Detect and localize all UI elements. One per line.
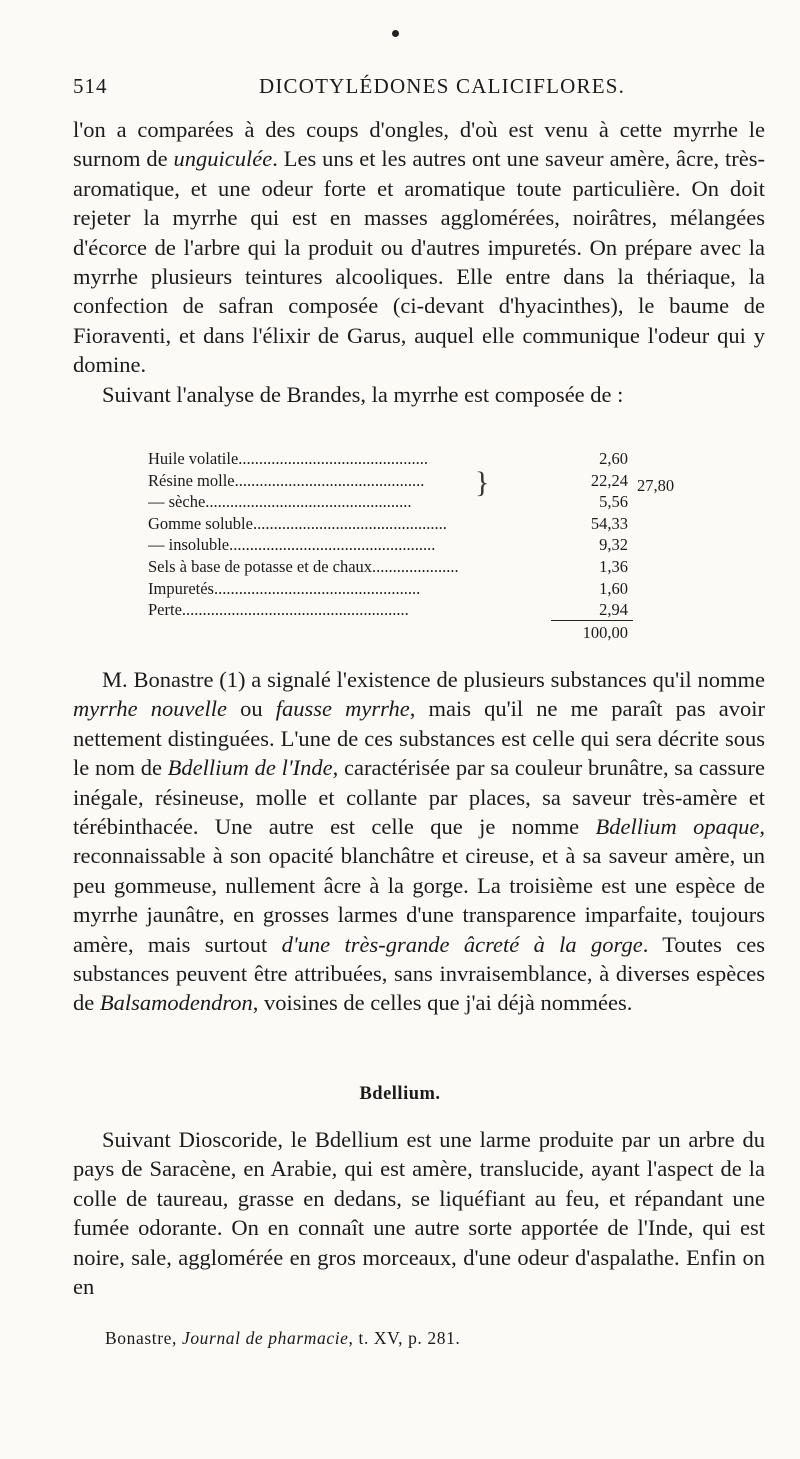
text-run: . Les uns et les autres ont une saveur amère, âcre, très-aromatique, et une odeur forte et aromatique toute particulière. On doit rejeter la myrrhe qui est en masses agglomérées, noirâtres, mélangées d'écorce de l'arbre qui la produit ou d'autres impuretés. On prépare avec la myrrhe plusieurs teintures alcooliques. Elle entre dans la thériaque, la confection de safran composée (ci-devant d'hyacinthes), le baume de Fioraventi, et dans l'élixir de Garus, auquel elle communique l'odeur qui y domine. bbox=[73, 146, 765, 378]
component-label: Perte....................................................... bbox=[148, 600, 409, 620]
text-run: ou bbox=[226, 696, 276, 722]
footnote bbox=[105, 1328, 460, 1349]
component-value: 2,60 bbox=[599, 449, 628, 468]
composition-row bbox=[148, 448, 708, 470]
text-run: . Toutes ces substances peuvent être attribuées, sans invraisemblance, à diverses espèces de bbox=[73, 931, 765, 1016]
component-label: Impuretés.................................................. bbox=[148, 578, 421, 598]
composition-total: 100,00 bbox=[582, 623, 628, 642]
italic-term: Bdellium opaque bbox=[595, 814, 760, 840]
text-run: , mais qu'il ne me paraît pas avoir nettement distinguées. L'une de ces substances est celle qui sera décrite sous le nom de bbox=[73, 696, 766, 781]
component-value: 1,60 bbox=[599, 578, 628, 598]
resin-subtotal: 27,80 bbox=[637, 476, 675, 495]
component-value: 9,32 bbox=[599, 535, 628, 555]
paragraph-myrrhe-description bbox=[73, 115, 765, 380]
page-number: 514 bbox=[73, 74, 108, 98]
component-label: — insoluble.................................................. bbox=[148, 535, 436, 555]
component-label: Huile volatile.............................................. bbox=[148, 449, 429, 468]
text-run: , t. XV, p. 281. bbox=[348, 1328, 461, 1348]
component-label: Résine molle.............................................. bbox=[148, 470, 425, 490]
component-label: Gomme soluble............................................... bbox=[148, 513, 447, 533]
paragraph-brandes-intro: Suivant l'analyse de Brandes, la myrrhe est composée de : bbox=[102, 381, 624, 407]
italic-term: fausse myrrhe bbox=[275, 696, 410, 722]
paragraph-dioscoride: Suivant Dioscoride, le Bdellium est une larme produite par un arbre du pays de Saracène, en Arabie, qui est amère, translucide, ayant l'aspect de la colle de taureau, grasse en dedans, se liquéfiant au feu, et répandant une fumée odorante. On en connaît une autre sorte apportée de l'Inde, qui est noire, sale, agglomérée en gros morceaux, d'une odeur d'aspalathe. Enfin on en bbox=[73, 1127, 765, 1300]
text-run: , reconnaissable à son opacité blanchâtre et cireuse, et à sa saveur amère, un peu gommeuse, nullement âcre à la gorge. La troisième est une espèce de myrrhe jaunâtre, en grosses larmes d'une transparence imparfaite, toujours amère, mais surtout bbox=[73, 814, 765, 957]
printer-mark bbox=[392, 30, 399, 37]
component-value: 54,33 bbox=[590, 513, 628, 533]
italic-term: myrrhe nouvelle bbox=[73, 696, 227, 722]
text-run: l'on a comparées à des coups d'ongles, d'où est venu à cette myrrhe le surnom de bbox=[73, 117, 765, 172]
component-value: 22,24 bbox=[590, 470, 628, 490]
italic-term: Balsamodendron bbox=[99, 990, 253, 1016]
page-header bbox=[73, 74, 763, 98]
italic-term: unguiculée bbox=[173, 146, 273, 172]
italic-term: d'une très-grande âcreté à la gorge bbox=[281, 931, 643, 957]
text-run: , caractérisée par sa couleur brunâtre, sa cassure inégale, résineuse, molle et collante par places, sa saveur très-amère et térébinthacée. Une autre est celle que je nomme bbox=[73, 755, 765, 840]
composition-row bbox=[148, 470, 708, 492]
italic-term: Journal de pharmacie bbox=[181, 1328, 349, 1348]
text-run: M. Bonastre (1) a signalé l'existence de plusieurs substances qu'il nomme bbox=[102, 667, 765, 692]
composition-row bbox=[148, 578, 708, 600]
composition-table bbox=[148, 448, 708, 621]
total-rule bbox=[551, 620, 633, 621]
text-run: Bonastre, bbox=[105, 1328, 182, 1348]
text-block-myrrhe bbox=[73, 115, 765, 409]
composition-row bbox=[148, 491, 708, 513]
composition-row bbox=[148, 513, 708, 535]
composition-row bbox=[148, 556, 708, 578]
paragraph-bonastre bbox=[73, 665, 765, 1018]
italic-term: Bdellium de l'Inde bbox=[167, 755, 333, 781]
text-run: , voisines de celles que j'ai déjà nommées. bbox=[252, 990, 633, 1016]
text-block-bonastre bbox=[73, 665, 765, 1018]
composition-row bbox=[148, 599, 708, 621]
component-value: 2,94 bbox=[599, 600, 628, 620]
component-label: Sels à base de potasse et de chaux..................... bbox=[148, 556, 459, 576]
running-title: DICOTYLÉDONES CALICIFLORES. bbox=[259, 74, 626, 98]
component-label: — sèche.................................................. bbox=[148, 492, 412, 512]
component-value: 5,56 bbox=[599, 492, 628, 512]
section-heading: Bdellium. bbox=[359, 1084, 441, 1104]
resin-bracket: } bbox=[475, 466, 490, 499]
component-value: 1,36 bbox=[599, 556, 628, 576]
composition-row bbox=[148, 534, 708, 556]
text-block-bdellium bbox=[73, 1125, 765, 1301]
